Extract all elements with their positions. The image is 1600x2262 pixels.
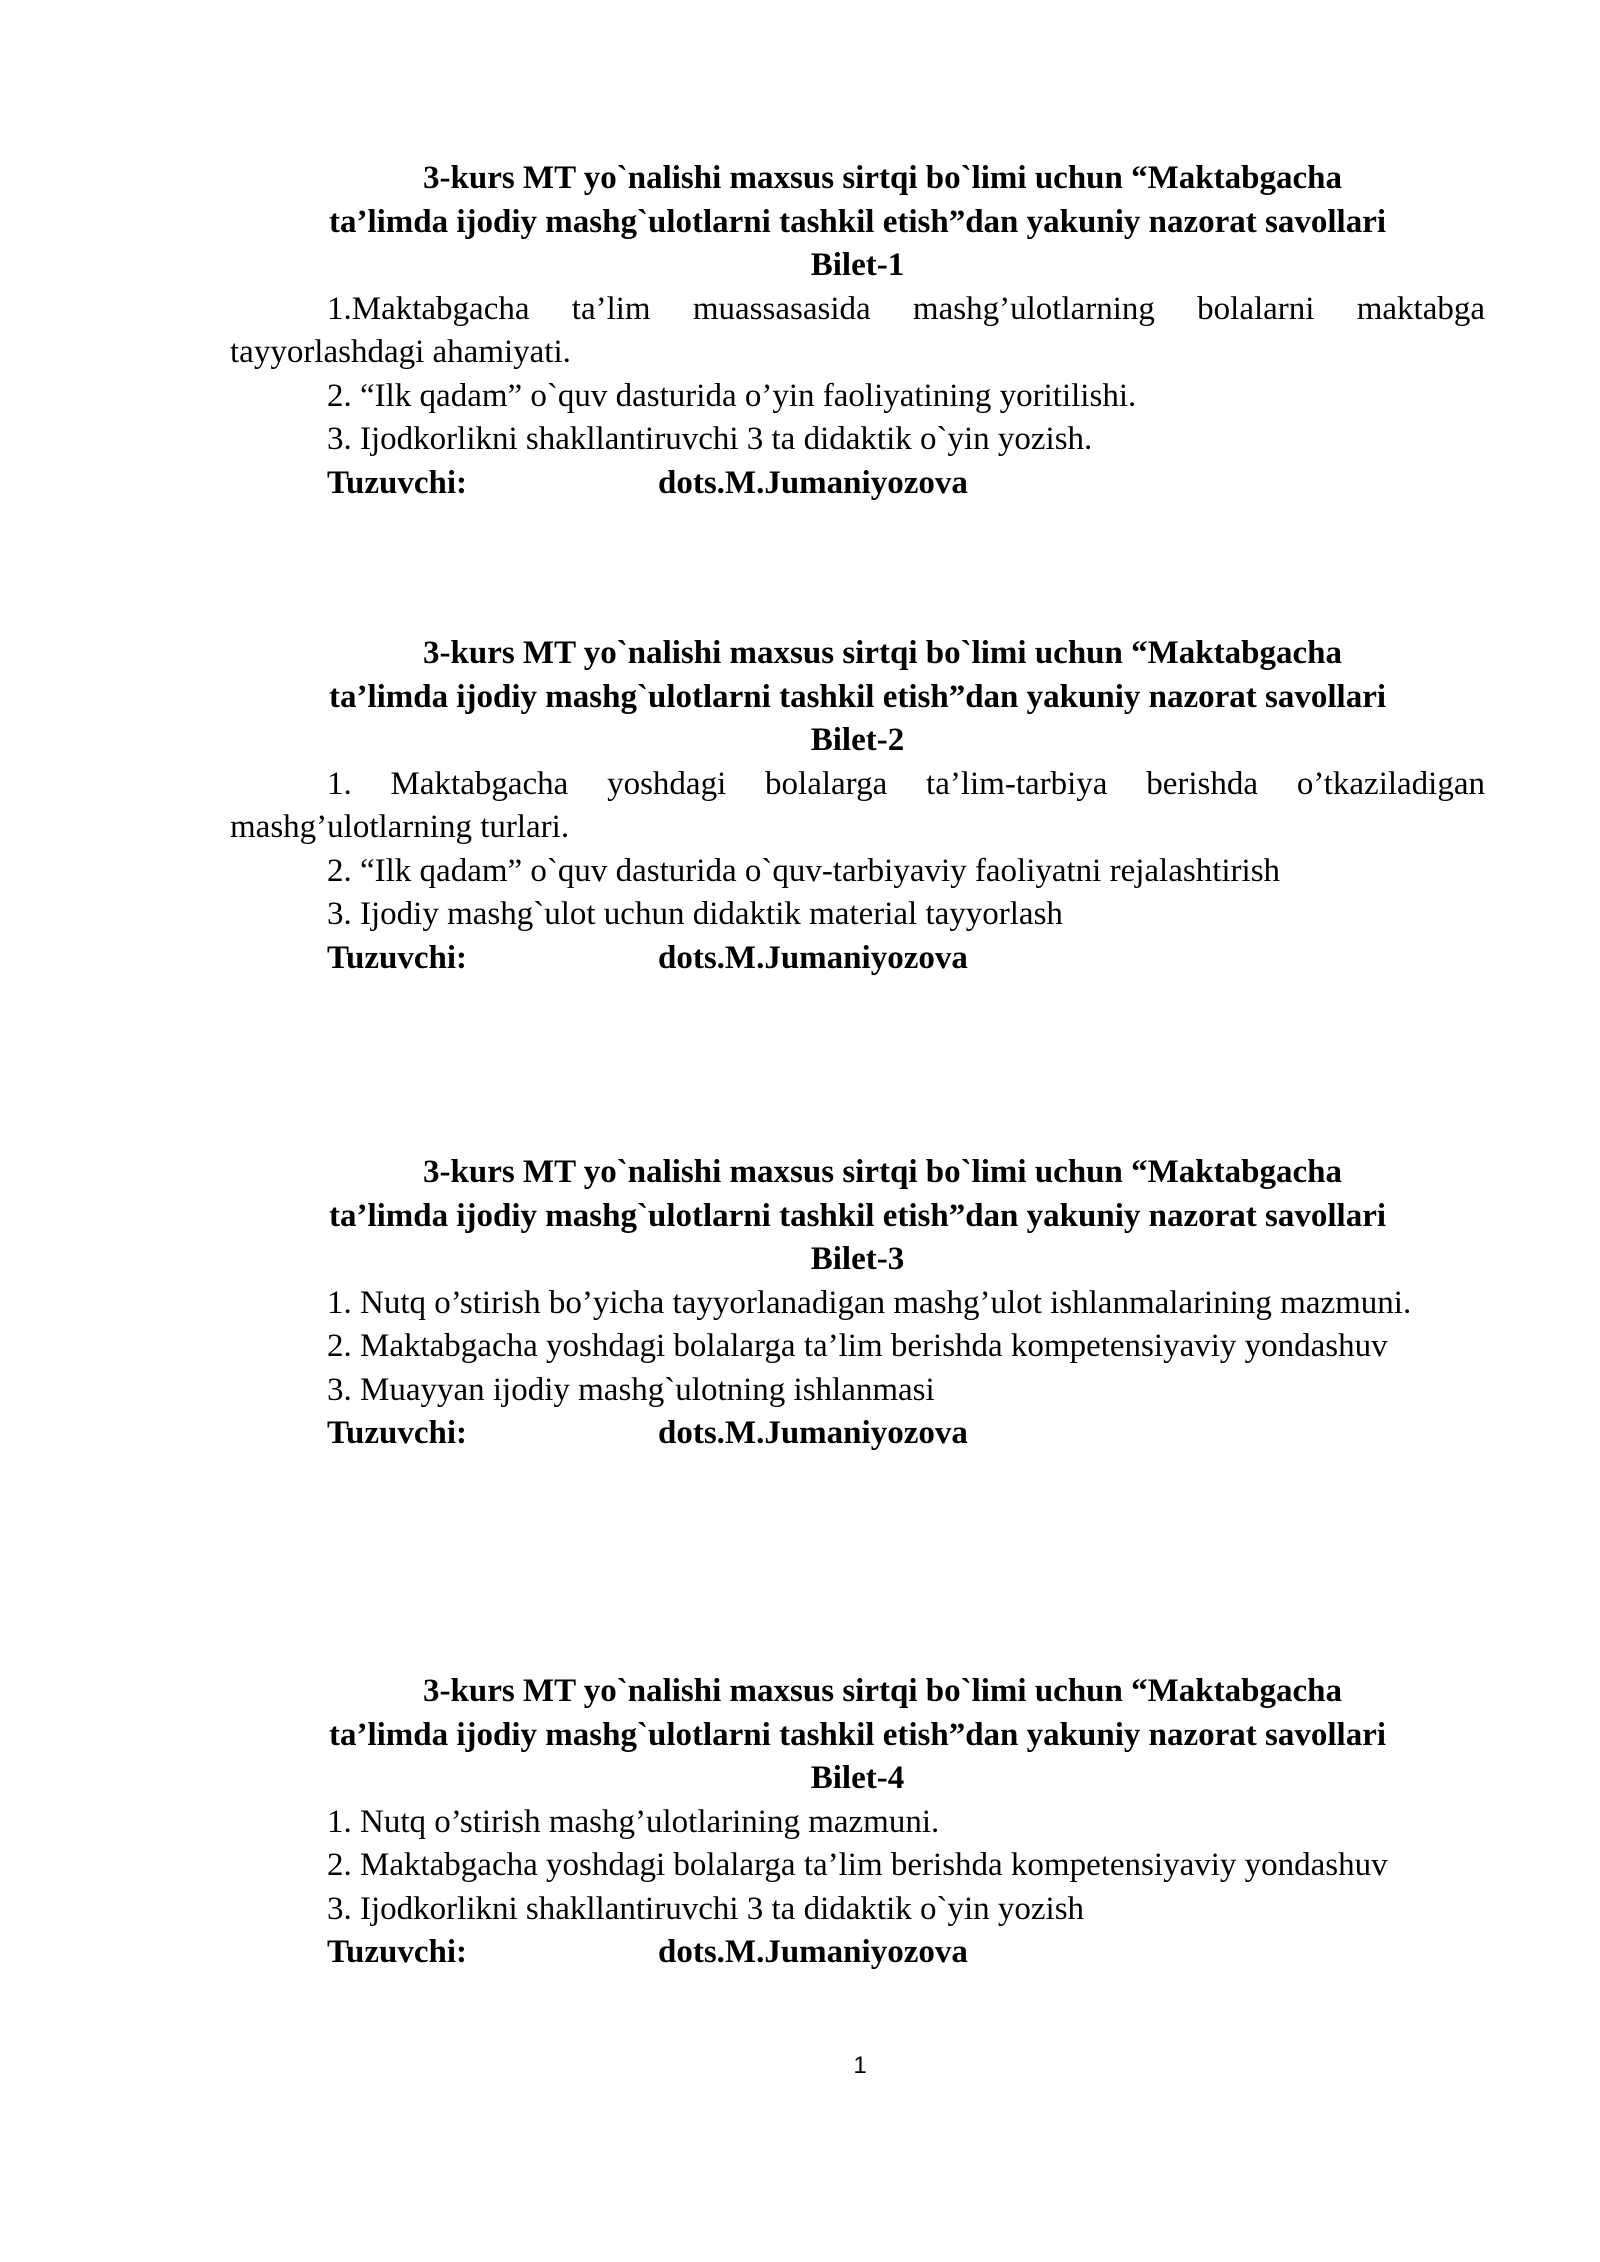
author-label: Tuzuvchi: bbox=[327, 1934, 467, 1970]
question-1: 1.Maktabgacha ta’lim muassasasida mashg’ulotlarning bolalarni maktabga tayyorlashdagi ahamiyati. bbox=[230, 290, 1485, 370]
ticket-number: Bilet-1 bbox=[810, 247, 905, 283]
question-1: 1. Maktabgacha yoshdagi bolalarga ta’lim-tarbiya berishda o’tkaziladigan mashg’ulotlarning turlari. bbox=[230, 765, 1485, 845]
author-label: Tuzuvchi: bbox=[327, 1415, 467, 1451]
ticket-number: Bilet-4 bbox=[810, 1760, 905, 1796]
ticket-number: Bilet-3 bbox=[810, 1241, 905, 1277]
ticket-header-line-1: 3-kurs MT yo`nalishi maxsus sirtqi bo`limi uchun “Maktabgacha bbox=[423, 160, 1342, 196]
question-2: 2. Maktabgacha yoshdagi bolalarga ta’lim berishda kompetensiyaviy yondashuv bbox=[327, 1328, 1388, 1364]
page-number: 1 bbox=[853, 2052, 867, 2079]
question-1: 1. Nutq o’stirish bo’yicha tayyorlanadigan mashg’ulot ishlanmalarining mazmuni. bbox=[327, 1284, 1412, 1321]
author-label: Tuzuvchi: bbox=[327, 464, 467, 501]
author-name: dots.M.Jumaniyozova bbox=[658, 939, 968, 976]
ticket-header-line-2: ta’limda ijodiy mashg`ulotlarni tashkil etish”dan yakuniy nazorat savollari bbox=[328, 203, 1387, 240]
ticket-header-line-2: ta’limda ijodiy mashg`ulotlarni tashkil etish”dan yakuniy nazorat savollari bbox=[328, 1197, 1387, 1234]
question-1: 1. Nutq o’stirish mashg’ulotlarining mazmuni. bbox=[327, 1803, 940, 1840]
ticket-2 bbox=[230, 632, 1485, 980]
question-3: 3. Ijodiy mashg`ulot uchun didaktik material tayyorlash bbox=[327, 896, 1063, 932]
question-2: 2. “Ilk qadam” o`quv dasturida o’yin faoliyatining yoritilishi. bbox=[327, 377, 1137, 414]
author-row bbox=[230, 1931, 1485, 1975]
question-3: 3. Ijodkorlikni shakllantiruvchi 3 ta didaktik o`yin yozish bbox=[327, 1890, 1085, 1927]
ticket-header-line-1: 3-kurs MT yo`nalishi maxsus sirtqi bo`limi uchun “Maktabgacha bbox=[423, 635, 1342, 671]
author-label: Tuzuvchi: bbox=[327, 939, 467, 976]
question-2: 2. Maktabgacha yoshdagi bolalarga ta’lim berishda kompetensiyaviy yondashuv bbox=[327, 1847, 1388, 1883]
question-3: 3. Muayyan ijodiy mashg`ulotning ishlanmasi bbox=[327, 1371, 935, 1408]
author-row bbox=[230, 1412, 1485, 1456]
ticket-3 bbox=[230, 1151, 1485, 1456]
ticket-4 bbox=[230, 1670, 1485, 1975]
author-row bbox=[230, 462, 1485, 506]
question-3: 3. Ijodkorlikni shakllantiruvchi 3 ta didaktik o`yin yozish. bbox=[327, 421, 1093, 457]
author-name: dots.M.Jumaniyozova bbox=[658, 1934, 968, 1970]
ticket-header-line-2: ta’limda ijodiy mashg`ulotlarni tashkil etish”dan yakuniy nazorat savollari bbox=[328, 1716, 1387, 1753]
ticket-number: Bilet-2 bbox=[810, 722, 905, 758]
author-name: dots.M.Jumaniyozova bbox=[658, 1415, 968, 1451]
ticket-header-line-1: 3-kurs MT yo`nalishi maxsus sirtqi bo`limi uchun “Maktabgacha bbox=[423, 1154, 1342, 1190]
ticket-1 bbox=[230, 157, 1485, 505]
author-name: dots.M.Jumaniyozova bbox=[658, 464, 968, 501]
question-2: 2. “Ilk qadam” o`quv dasturida o`quv-tarbiyaviy faoliyatni rejalashtirish bbox=[327, 852, 1281, 889]
author-row bbox=[230, 937, 1485, 981]
ticket-header-line-2: ta’limda ijodiy mashg`ulotlarni tashkil etish”dan yakuniy nazorat savollari bbox=[328, 678, 1387, 715]
ticket-header-line-1: 3-kurs MT yo`nalishi maxsus sirtqi bo`limi uchun “Maktabgacha bbox=[423, 1673, 1342, 1709]
